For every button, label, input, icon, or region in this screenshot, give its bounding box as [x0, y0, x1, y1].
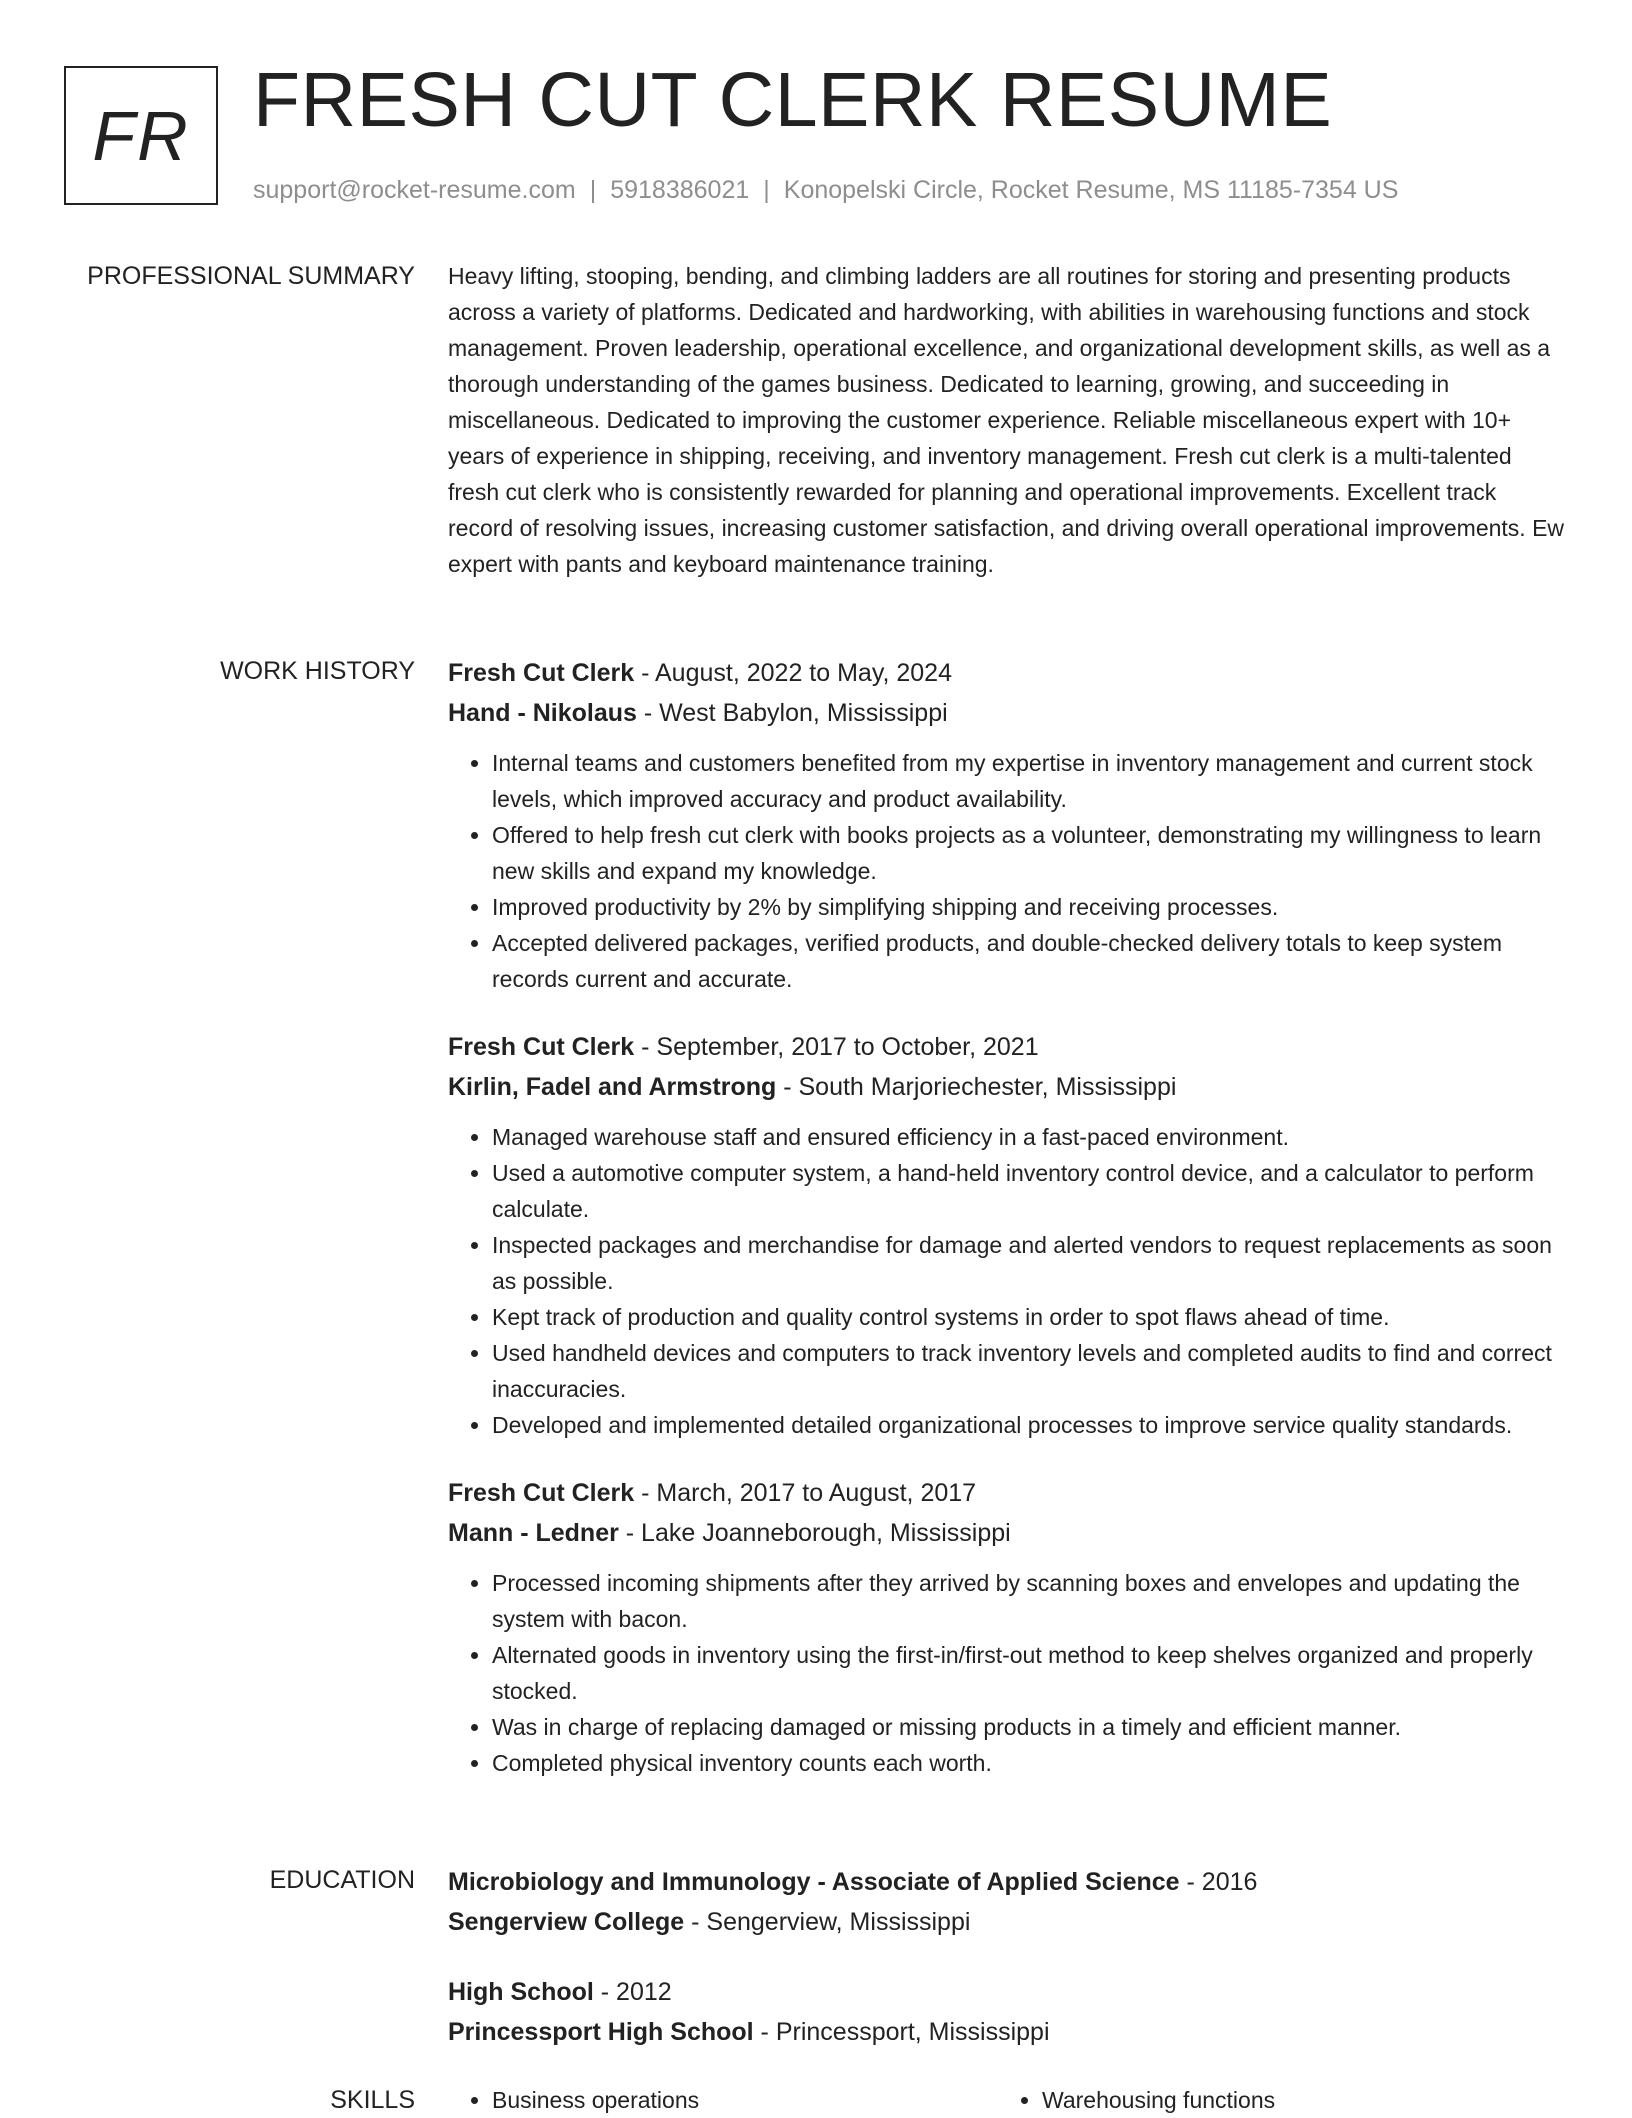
job-entry: [448, 1027, 1566, 1443]
education-school: Princessport High School: [448, 2018, 754, 2046]
job-entry: [448, 1473, 1566, 1781]
job-title: Fresh Cut Clerk: [448, 1033, 635, 1061]
job-bullets: [448, 1119, 1566, 1443]
job-bullet: • Developed and implemented detailed organizational processes to improve service quality standards.: [492, 1407, 1566, 1443]
job-company-line: [448, 1513, 1566, 1553]
job-bullet: • Used handheld devices and computers to track inventory levels and completed audits to find and correct inaccuracies.: [492, 1335, 1566, 1407]
job-bullets: [448, 1565, 1566, 1781]
education-location: - Princessport, Mississippi: [753, 2018, 1050, 2046]
page-title: FRESH CUT CLERK RESUME: [253, 57, 1333, 143]
education-degree: Microbiology and Immunology - Associate of Applied Science: [448, 1868, 1180, 1896]
job-location: - Lake Joanneborough, Mississippi: [618, 1519, 1011, 1547]
job-company-line: [448, 693, 1566, 733]
contact-separator: |: [589, 176, 597, 204]
education-degree: High School: [448, 1978, 594, 2006]
job-title-line: [448, 1027, 1566, 1067]
education-degree-line: [448, 1862, 1566, 1902]
section-label-skills: SKILLS: [330, 2086, 415, 2114]
job-title-line: [448, 653, 1566, 693]
education-school: Sengerview College: [448, 1908, 685, 1936]
education-entry: [448, 1862, 1566, 1942]
job-dates: - August, 2022 to May, 2024: [634, 659, 952, 687]
skills-list-right: [998, 2082, 1548, 2118]
resume-header: [64, 57, 1564, 214]
job-bullet: • Internal teams and customers benefited from my expertise in inventory management and current stock levels, which improved accuracy and product availability.: [492, 745, 1566, 817]
contact-phone: 5918386021: [610, 176, 750, 204]
job-bullet: • Processed incoming shipments after they arrived by scanning boxes and envelopes and updating the system with bacon.: [492, 1565, 1566, 1637]
job-title: Fresh Cut Clerk: [448, 1479, 635, 1507]
summary-text: Heavy lifting, stooping, bending, and climbing ladders are all routines for storing and presenting products across a variety of platforms. Dedicated and hardworking, with abilities in warehousing functions and stock management. Proven leadership, operational excellence, and organizational development skills, as well as a thorough understanding of the games business. Dedicated to learning, growing, and succeeding in miscellaneous. Dedicated to improving the customer experience. Reliable miscellaneous expert with 10+ years of experience in shipping, receiving, and inventory management. Fresh cut clerk is a multi-talented fresh cut clerk who is consistently rewarded for planning and operational improvements. Excellent track record of resolving issues, increasing customer satisfaction, and driving overall operational improvements. Ew expert with pants and keyboard maintenance training.: [448, 263, 1565, 577]
education-school-line: [448, 1902, 1566, 1942]
job-bullet: • Accepted delivered packages, verified products, and double-checked delivery totals to keep system records current and accurate.: [492, 925, 1566, 997]
job-location: - West Babylon, Mississippi: [636, 699, 948, 727]
job-company-line: [448, 1067, 1566, 1107]
job-company: Kirlin, Fadel and Armstrong: [448, 1073, 777, 1101]
section-label-work-history: WORK HISTORY: [220, 657, 415, 685]
summary-body: [448, 258, 1566, 582]
work-history-body: [448, 653, 1566, 1795]
job-dates: - September, 2017 to October, 2021: [634, 1033, 1039, 1061]
education-body: [448, 1862, 1566, 2066]
job-dates: - March, 2017 to August, 2017: [634, 1479, 977, 1507]
job-bullet: • Used a automotive computer system, a hand-held inventory control device, and a calculator to perform calculate.: [492, 1155, 1566, 1227]
skill-item: • Warehousing functions: [1042, 2082, 1548, 2118]
education-entry: [448, 1972, 1566, 2052]
skills-body: [448, 2082, 1566, 2118]
job-bullet: • Offered to help fresh cut clerk with books projects as a volunteer, demonstrating my willingness to learn new skills and expand my knowledge.: [492, 817, 1566, 889]
monogram-logo: FR: [64, 66, 218, 205]
job-bullet: • Improved productivity by 2% by simplifying shipping and receiving processes.: [492, 889, 1566, 925]
job-title-line: [448, 1473, 1566, 1513]
job-bullet: • Was in charge of replacing damaged or missing products in a timely and efficient manner.: [492, 1709, 1566, 1745]
job-company: Mann - Ledner: [448, 1519, 619, 1547]
job-bullet: • Managed warehouse staff and ensured efficiency in a fast-paced environment.: [492, 1119, 1566, 1155]
contact-address: Konopelski Circle, Rocket Resume, MS 11185-7354 US: [783, 176, 1399, 204]
job-location: - South Marjoriechester, Mississippi: [776, 1073, 1177, 1101]
job-bullet: • Alternated goods in inventory using the first-in/first-out method to keep shelves organized and properly stocked.: [492, 1637, 1566, 1709]
education-year: - 2012: [593, 1978, 672, 2006]
job-title: Fresh Cut Clerk: [448, 659, 635, 687]
contact-email: support@rocket-resume.com: [253, 176, 576, 204]
skill-item: • Business operations: [492, 2082, 998, 2118]
contact-line: [253, 176, 1398, 205]
job-company: Hand - Nikolaus: [448, 699, 637, 727]
job-bullets: [448, 745, 1566, 997]
skills-list-left: [448, 2082, 998, 2118]
education-location: - Sengerview, Mississippi: [684, 1908, 971, 1936]
skills-grid: [448, 2082, 1566, 2118]
job-entry: [448, 653, 1566, 997]
education-school-line: [448, 2012, 1566, 2052]
section-label-summary: PROFESSIONAL SUMMARY: [87, 262, 415, 290]
education-year: - 2016: [1179, 1868, 1258, 1896]
job-bullet: • Inspected packages and merchandise for damage and alerted vendors to request replacements as soon as possible.: [492, 1227, 1566, 1299]
contact-separator: |: [763, 176, 770, 204]
section-label-education: EDUCATION: [269, 1866, 415, 1894]
job-bullet: • Completed physical inventory counts each worth.: [492, 1745, 1566, 1781]
job-bullet: • Kept track of production and quality control systems in order to spot flaws ahead of time.: [492, 1299, 1566, 1335]
education-degree-line: [448, 1972, 1566, 2012]
